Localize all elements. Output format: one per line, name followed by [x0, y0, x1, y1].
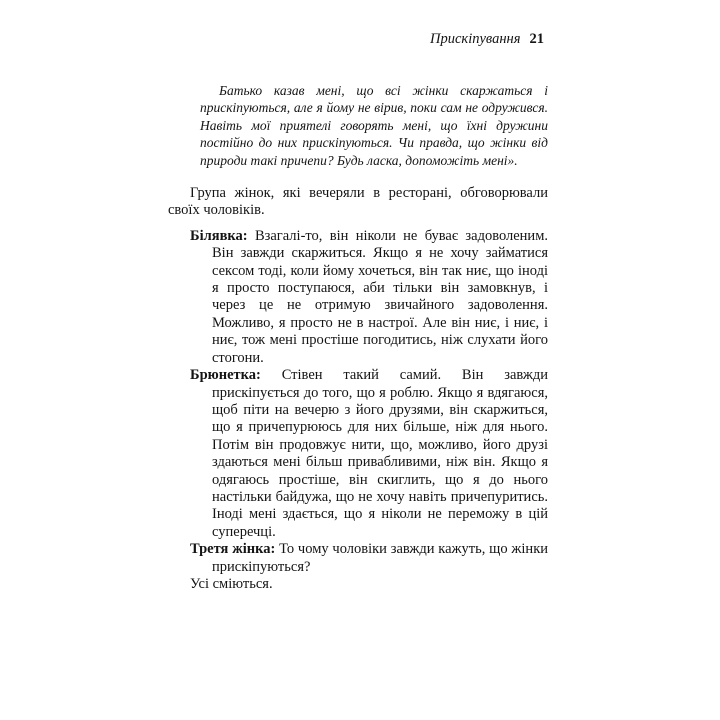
page-content: [168, 30, 548, 593]
dialogue-text: То чому чоловіки завжди кажуть, що жінки прискіпуються?: [212, 541, 548, 575]
dialogue-section: [168, 228, 548, 576]
running-title: Прискіпування: [430, 31, 521, 47]
intro-paragraph: Група жінок, які вечеряли в ресторані, обговорювали своїх чоловіків.: [168, 185, 548, 219]
dialogue-text: Взагалі-то, він ніколи не буває задоволеним. Він завжди скаржиться. Якщо я не хочу займатися сексом тоді, коли йому хочеться, він так ниє, що іноді я просто поступаюся, аби тільки він замовкнув, і через це не отримую звичайного задоволення. Можливо, я просто не в настрої. Але він ниє, і ниє, і ниє, тож мені простіше погодитись, ніж слухати його стогони.: [212, 227, 548, 366]
dialogue-line-blonde: [168, 228, 548, 367]
dialogue-line-brunette: [168, 367, 548, 541]
letter-quote: Батько казав мені, що всі жінки скаржаться і прискіпуються, але я йому не вірив, поки сам не одружився. Навіть мої приятелі говорять мені, що їхні дружини постійно до них прискіпуються. Чи правда, що жінки від природи такі причепи? Будь ласка, допоможіть мені».: [200, 83, 548, 168]
speaker-name: Білявка:: [190, 227, 248, 244]
speaker-name: Третя жінка:: [190, 541, 276, 558]
dialogue-text: Стівен такий самий. Він завжди прискіпується до того, що я роблю. Якщо я вдягаюся, щоб піти на вечерю з його друзями, він скаржиться, що я причепурююсь для них більше, ніж для нього. Потім він продовжує нити, що, можливо, його друзі здаються мені більш привабливими, ніж він. Якщо я одягаюсь простіше, він скиглить, що я до нього настільки байдужа, що не хочу навіть причепуритись. Іноді мені здається, що я ніколи не переможу в цій суперечці.: [212, 367, 548, 540]
page-header: [168, 30, 548, 48]
closing-line: Усі сміються.: [190, 575, 273, 592]
dialogue-line-third-woman: [168, 541, 548, 576]
page-number: 21: [529, 31, 544, 47]
speaker-name: Брюнетка:: [190, 367, 261, 384]
